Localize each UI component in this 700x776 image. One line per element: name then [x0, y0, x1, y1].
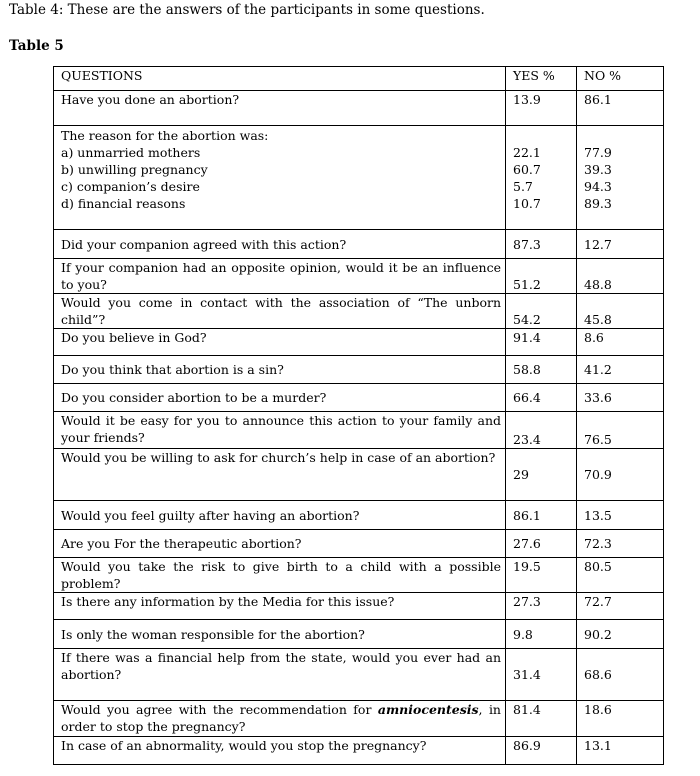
yes-cell: 23.4	[506, 412, 577, 449]
yes-cell: 9.8	[506, 620, 577, 649]
yes-value: 22.1	[513, 145, 541, 160]
yes-cell: 31.4	[506, 649, 577, 701]
question-cell: Do you consider abortion to be a murder?	[54, 384, 506, 412]
question-line: d) financial reasons	[61, 196, 186, 211]
question-cell: Is there any information by the Media for this issue?	[54, 593, 506, 620]
header-yes: YES %	[506, 67, 577, 91]
yes-cell: 51.2	[506, 259, 577, 294]
table-row	[54, 412, 664, 449]
table-row	[54, 620, 664, 649]
question-cell: If there was a financial help from the state, would you ever had an abortion?	[54, 649, 506, 701]
table-header-row	[54, 67, 664, 91]
question-cell: Did your companion agreed with this action?	[54, 230, 506, 259]
yes-cell: 66.4	[506, 384, 577, 412]
yes-cell: 58.8	[506, 356, 577, 384]
table-row	[54, 501, 664, 530]
question-cell: Are you For the therapeutic abortion?	[54, 530, 506, 558]
no-cell: 8.6	[577, 329, 664, 356]
question-cell: Do you think that abortion is a sin?	[54, 356, 506, 384]
question-line: a) unmarried mothers	[61, 145, 201, 160]
no-cell: 18.6	[577, 701, 664, 737]
header-no: NO %	[577, 67, 664, 91]
question-line: c) companion’s desire	[61, 179, 200, 194]
table-row	[54, 356, 664, 384]
no-cell: 45.8	[577, 294, 664, 329]
yes-cell: 27.6	[506, 530, 577, 558]
question-cell: Have you done an abortion?	[54, 91, 506, 126]
no-cell: 41.2	[577, 356, 664, 384]
yes-cell: 19.5	[506, 558, 577, 593]
question-cell: Would you be willing to ask for church’s help in case of an abortion?	[54, 449, 506, 501]
question-cell: Do you believe in God?	[54, 329, 506, 356]
table-row	[54, 701, 664, 737]
question-line: b) unwilling pregnancy	[61, 162, 208, 177]
table-row	[54, 593, 664, 620]
no-cell: 90.2	[577, 620, 664, 649]
no-cell: 80.5	[577, 558, 664, 593]
table-row	[54, 558, 664, 593]
yes-cell: 86.1	[506, 501, 577, 530]
question-cell: In case of an abnormality, would you stop the pregnancy?	[54, 737, 506, 765]
question-cell: If your companion had an opposite opinion, would it be an influence to you?	[54, 259, 506, 294]
yes-cell: 29	[506, 449, 577, 501]
table-row	[54, 384, 664, 412]
question-cell: Would you come in contact with the association of “The unborn child”?	[54, 294, 506, 329]
table-row	[54, 230, 664, 259]
no-cell	[577, 126, 664, 230]
no-cell: 86.1	[577, 91, 664, 126]
table-title: Table 5	[9, 38, 64, 54]
question-cell: Would you feel guilty after having an abortion?	[54, 501, 506, 530]
table-row	[54, 91, 664, 126]
table-row	[54, 737, 664, 765]
no-cell: 72.3	[577, 530, 664, 558]
no-cell: 33.6	[577, 384, 664, 412]
table-row	[54, 530, 664, 558]
question-text-start: Would you agree with the recommendation for	[61, 702, 378, 717]
yes-cell: 91.4	[506, 329, 577, 356]
no-cell: 68.6	[577, 649, 664, 701]
yes-value: 5.7	[513, 179, 533, 194]
table-caption: Table 4: These are the answers of the participants in some questions.	[9, 2, 485, 18]
question-line: The reason for the abortion was:	[61, 128, 269, 143]
table-row	[54, 329, 664, 356]
table-row	[54, 126, 664, 230]
no-cell: 76.5	[577, 412, 664, 449]
table-row	[54, 449, 664, 501]
no-value: 94.3	[584, 179, 612, 194]
yes-cell: 86.9	[506, 737, 577, 765]
no-cell: 70.9	[577, 449, 664, 501]
table-row	[54, 259, 664, 294]
no-cell: 12.7	[577, 230, 664, 259]
table-row	[54, 649, 664, 701]
yes-cell: 27.3	[506, 593, 577, 620]
table-row	[54, 294, 664, 329]
question-text-end: , in order to stop the pregnancy?	[61, 702, 501, 734]
question-cell	[54, 126, 506, 230]
no-value: 39.3	[584, 162, 612, 177]
yes-cell	[506, 126, 577, 230]
question-emphasis: amniocentesis	[377, 702, 479, 717]
question-cell: Is only the woman responsible for the abortion?	[54, 620, 506, 649]
no-cell: 13.1	[577, 737, 664, 765]
yes-cell: 87.3	[506, 230, 577, 259]
yes-value: 10.7	[513, 196, 541, 211]
yes-cell: 81.4	[506, 701, 577, 737]
yes-cell: 13.9	[506, 91, 577, 126]
no-cell: 72.7	[577, 593, 664, 620]
header-questions: QUESTIONS	[54, 67, 506, 91]
survey-table	[53, 66, 664, 765]
question-cell	[54, 701, 506, 737]
no-value: 77.9	[584, 145, 612, 160]
no-cell: 48.8	[577, 259, 664, 294]
question-cell: Would it be easy for you to announce this action to your family and your friends?	[54, 412, 506, 449]
yes-value: 60.7	[513, 162, 541, 177]
no-cell: 13.5	[577, 501, 664, 530]
question-cell: Would you take the risk to give birth to a child with a possible problem?	[54, 558, 506, 593]
no-value: 89.3	[584, 196, 612, 211]
yes-cell: 54.2	[506, 294, 577, 329]
